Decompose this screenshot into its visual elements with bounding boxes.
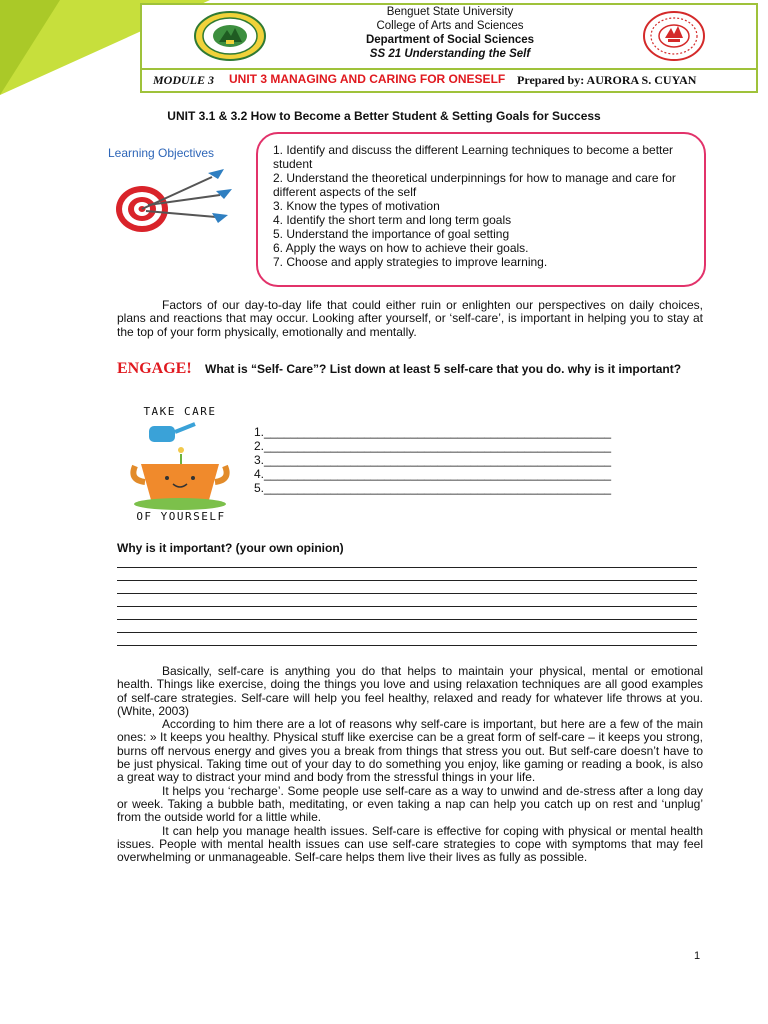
target-darts-icon — [108, 165, 238, 235]
answer-line[interactable]: 2.____________________________________________________ — [254, 439, 612, 453]
learning-objectives-heading: Learning Objectives — [108, 146, 215, 160]
university-name: Benguet State University — [386, 6, 514, 18]
objective-item: 7. Choose and apply strategies to improve learning. — [273, 255, 548, 269]
of-yourself-text: OF YOURSELF — [136, 510, 226, 523]
prepared-by: Prepared by: AURORA S. CUYAN — [517, 73, 697, 87]
objective-item: 4. Identify the short term and long term goals — [273, 213, 512, 227]
opinion-line[interactable] — [117, 632, 697, 633]
body-paragraph: It can help you manage health issues. Self-care is effective for coping with physical or mental health issues. People with mental health issues can use self-care strategies to cope with symptoms that may feel overwhelming or unmanageable. Self-care helps them live their lives as fully as possible. — [117, 823, 703, 865]
answer-line[interactable]: 3.____________________________________________________ — [254, 453, 612, 467]
objective-item: 5. Understand the importance of goal setting — [273, 227, 510, 241]
department-name: Department of Social Sciences — [365, 34, 535, 46]
objective-item: 3. Know the types of motivation — [273, 199, 440, 213]
college-name: College of Arts and Sciences — [376, 20, 524, 32]
header-divider — [142, 68, 756, 70]
answer-line[interactable]: 1.____________________________________________________ — [254, 425, 612, 439]
page-number: 1 — [694, 950, 701, 962]
course-title: SS 21 Understanding the Self — [369, 48, 531, 60]
unit-title: UNIT 3.1 & 3.2 How to Become a Better Student & Setting Goals for Success — [167, 109, 601, 123]
opinion-line[interactable] — [117, 645, 697, 646]
module-label: MODULE 3 — [153, 73, 215, 87]
bsu-seal-icon — [193, 10, 267, 62]
objective-item: 2. Understand the theoretical underpinnings for how to manage and care for different aspects of the self — [273, 171, 676, 199]
objective-item: 1. Identify and discuss the different Learning techniques to become a better student — [273, 143, 674, 171]
answer-line[interactable]: 4.____________________________________________________ — [254, 467, 612, 481]
body-paragraph: According to him there are a lot of reasons why self-care is important, but here are a few of the main ones: » It keeps you healthy. Physical stuff like exercise can be a great form of self-care – it keeps you strong, burns off nervous energy and gives you a break from things that stress you out. But self-care doesn’t have to be just physical. Taking time out of your day to do something you enjoy, like gaming or reading a book, is also a great way to distract your mind and body from the stressful things in your life. — [117, 717, 703, 785]
answer-line[interactable]: 5.____________________________________________________ — [254, 481, 612, 495]
why-important-label: Why is it important? (your own opinion) — [117, 541, 344, 555]
objective-item: 6. Apply the ways on how to achieve their goals. — [273, 241, 529, 255]
opinion-line[interactable] — [117, 593, 697, 594]
intro-paragraph: Factors of our day-to-day life that could either ruin or enlighten our perspectives on daily choices, plans and reactions that may occur. Looking after yourself, or ‘self-care’, is important in helping you to stay at the top of your form physically, emotionally and mentally. — [117, 298, 703, 339]
opinion-line[interactable] — [117, 606, 697, 607]
take-care-text: TAKE CARE — [143, 405, 217, 418]
unit-label: UNIT 3 MANAGING AND CARING FOR ONESELF — [229, 72, 506, 86]
opinion-line[interactable] — [117, 619, 697, 620]
opinion-line[interactable] — [117, 580, 697, 581]
opinion-line[interactable] — [117, 567, 697, 568]
body-paragraph: Basically, self-care is anything you do that helps to maintain your physical, mental or emotional health. Things like exercise, doing the things you love and using relaxation techniques are all good examples of self-care strategies. Self-care will help you feel healthy, relaxed and ready for whatever life throws at you. (White, 2003) — [117, 664, 703, 718]
take-care-of-yourself-plant-icon — [125, 420, 235, 512]
engage-label: ENGAGE! — [117, 360, 192, 377]
body-text — [117, 665, 703, 864]
college-seal-icon — [641, 10, 707, 62]
body-paragraph: It helps you ‘recharge’. Some people use self-care as a way to unwind and de-stress after a long day or week. Taking a bubble bath, meditating, or even taking a nap can help you catch up on rest and ‘unplug’ from the outside world for a little while. — [117, 783, 703, 825]
engage-question: What is “Self- Care”? List down at least 5 self-care that you do. why is it important? — [205, 362, 682, 376]
engage-section — [117, 360, 707, 378]
